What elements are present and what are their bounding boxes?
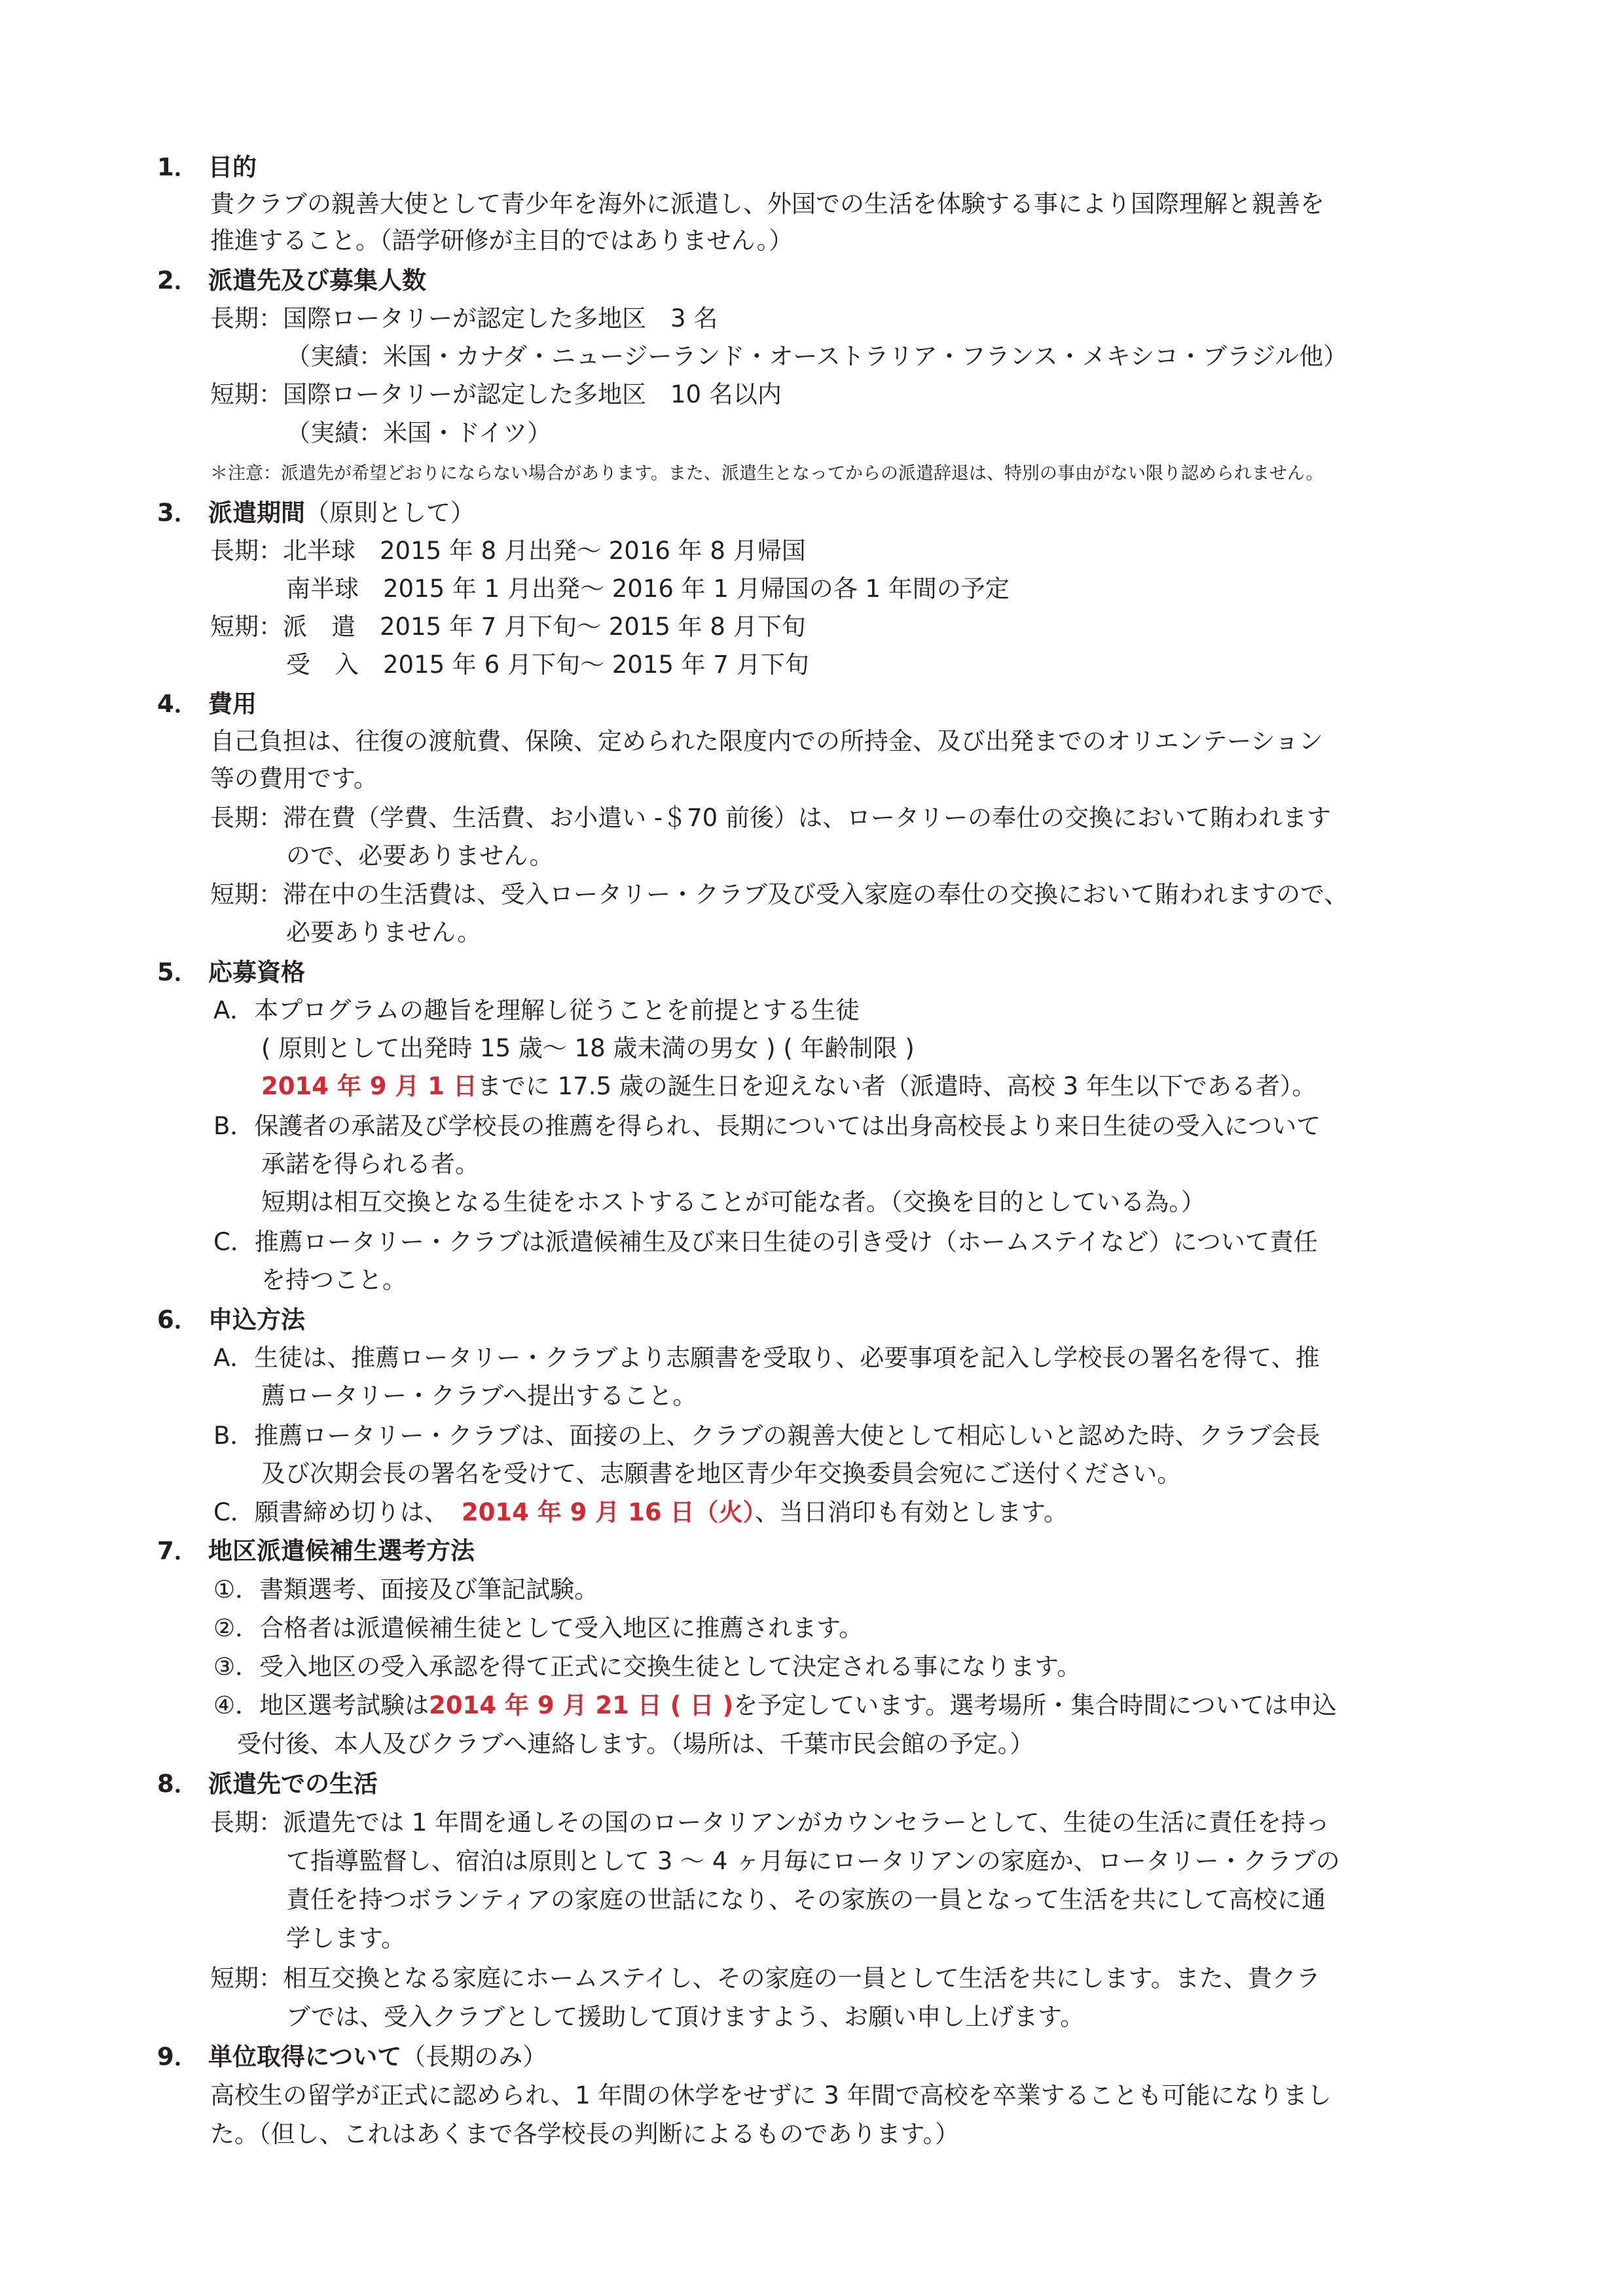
body-line: を持つこと。 — [261, 1266, 407, 1294]
body-line: 及び次期会長の署名を受けて、志願書を地区青少年交換委員会宛にご送付ください。 — [261, 1460, 1182, 1488]
body-line: 薦ロータリー・クラブへ提出すること。 — [261, 1382, 697, 1410]
body-text: までに 17.5 歳の誕生日を迎えない者（派遣時、高校 3 年生以下である者）。 — [477, 1072, 1317, 1100]
body-line: 短期：派 遣 2015 年 7 月下旬～ 2015 年 8 月下旬 — [210, 613, 806, 641]
section-title: 派遣先での生活 — [208, 1770, 378, 1798]
body-line — [261, 1068, 1316, 1105]
body-line: ので、必要ありません。 — [286, 842, 554, 870]
highlight-date: 2014 年 9 月 21 日 ( 日 ) — [429, 1691, 734, 1719]
body-line: ( 原則として出発時 15 歳～ 18 歳未満の男女 ) ( 年齢制限 ) — [261, 1034, 915, 1062]
section-number: 3． — [157, 499, 198, 527]
body-line: 短期：相互交換となる家庭にホームステイし、その家庭の一員として生活を共にします。また、貴クラ — [210, 1964, 1321, 1992]
section-title: 地区派遣候補生選考方法 — [208, 1537, 475, 1565]
body-line: 等の費用です。 — [210, 764, 378, 793]
body-text: ④．地区選考試験は — [213, 1691, 429, 1719]
section-title: 申込方法 — [208, 1306, 305, 1334]
section-number: 1． — [157, 153, 198, 181]
body-line — [213, 1687, 1337, 1724]
body-line: 長期：国際ロータリーが認定した多地区 3 名 — [210, 304, 718, 332]
body-line: 自己負担は、往復の渡航費、保険、定められた限度内での所持金、及び出発までのオリエンテーション — [210, 727, 1323, 755]
section-1-heading — [157, 149, 257, 186]
body-line: 南半球 2015 年 1 月出発～ 2016 年 1 月帰国の各 1 年間の予定 — [286, 575, 1010, 603]
body-line: B．保護者の承諾及び学校長の推薦を得られ、長期については出身高校長より来日生徒の受入について — [213, 1112, 1321, 1140]
body-text: を予定しています。選考場所・集合時間については申込 — [733, 1691, 1337, 1719]
body-line: ①．書類選考、面接及び筆記試験。 — [213, 1575, 599, 1604]
section-title: 派遣先及び募集人数 — [208, 266, 426, 295]
body-line: （実績：米国・カナダ・ニュージーランド・オーストラリア・フランス・メキシコ・ブラジル他） — [286, 342, 1348, 370]
body-line: （実績：米国・ドイツ） — [286, 419, 552, 447]
note-line: ＊注意：派遣先が希望どおりにならない場合があります。また、派遣生となってからの派遣辞退は、特別の事由がない限り認められません。 — [210, 463, 1324, 484]
section-note: （長期のみ） — [401, 2043, 547, 2071]
body-line: ②．合格者は派遣候補生徒として受入地区に推薦されます。 — [213, 1614, 864, 1642]
body-text: C．願書締め切りは、 — [213, 1498, 448, 1526]
body-line: 学します。 — [286, 1924, 406, 1952]
body-line — [213, 1494, 1068, 1531]
section-title: 目的 — [208, 153, 257, 181]
section-4-heading — [157, 686, 257, 723]
body-line: 承諾を得られる者。 — [261, 1150, 479, 1178]
section-title: 単位取得について — [208, 2043, 402, 2071]
section-6-heading — [157, 1302, 305, 1338]
body-line: 短期：国際ロータリーが認定した多地区 10 名以内 — [210, 380, 782, 408]
section-9-heading — [157, 2039, 547, 2075]
body-line: た。（但し、これはあくまで各学校長の判断によるものであります。） — [210, 2120, 960, 2148]
section-title: 派遣期間 — [208, 499, 305, 527]
section-number: 5． — [157, 958, 198, 986]
body-text: 、当日消印も有効とします。 — [754, 1498, 1068, 1526]
body-line: 短期：滞在中の生活費は、受入ロータリー・クラブ及び受入家庭の奉仕の交換において賄われますので、 — [210, 880, 1349, 908]
highlight-date: 2014 年 9 月 16 日（火） — [461, 1498, 755, 1526]
body-line: 受付後、本人及びクラブへ連絡します。（場所は、千葉市民会館の予定。） — [237, 1730, 1034, 1758]
section-number: 2． — [157, 266, 198, 295]
section-title: 応募資格 — [208, 958, 305, 986]
body-line: ブでは、受入クラブとして援助して頂けますよう、お願い申し上げます。 — [286, 2003, 1085, 2031]
body-line: 推進すること。（語学研修が主目的ではありません。） — [210, 226, 793, 255]
body-line: 短期は相互交換となる生徒をホストすることが可能な者。（交換を目的としている為。） — [261, 1188, 1205, 1216]
body-line: 高校生の留学が正式に認められ、1 年間の休学をせずに 3 年間で高校を卒業することも可能になりまし — [210, 2081, 1332, 2109]
body-line: 受 入 2015 年 6 月下旬～ 2015 年 7 月下旬 — [286, 651, 809, 679]
section-5-heading — [157, 954, 305, 991]
section-number: 6． — [157, 1306, 198, 1334]
body-line: 貴クラブの親善大使として青少年を海外に派遣し、外国での生活を体験する事により国際理解と親善を — [210, 190, 1324, 218]
section-number: 4． — [157, 690, 198, 718]
section-8-heading — [157, 1766, 378, 1803]
section-2-heading — [157, 262, 426, 299]
body-line: ③．受入地区の受入承認を得て正式に交換生徒として決定される事になります。 — [213, 1653, 1082, 1681]
body-line: て指導監督し、宿泊は原則として 3 ～ 4 ヶ月毎にロータリアンの家庭か、ロータリー・クラブの — [286, 1847, 1340, 1875]
section-title: 費用 — [208, 690, 257, 718]
section-note: （原則として） — [305, 499, 475, 527]
section-number: 9． — [157, 2043, 198, 2071]
highlight-date: 2014 年 9 月 1 日 — [261, 1072, 477, 1100]
body-line: B．推薦ロータリー・クラブは、面接の上、クラブの親善大使として相応しいと認めた時、クラブ会長 — [213, 1422, 1321, 1450]
body-line: 必要ありません。 — [286, 918, 482, 946]
body-line: 責任を持つボランティアの家庭の世話になり、その家族の一員となって生活を共にして高校に通 — [286, 1886, 1326, 1914]
body-line: C．推薦ロータリー・クラブは派遣候補生及び来日生徒の引き受け（ホームステイなど）について責任 — [213, 1228, 1318, 1256]
section-number: 7． — [157, 1537, 198, 1565]
section-3-heading — [157, 495, 475, 531]
body-line: 長期：滞在費（学費、生活費、お小遣い -＄70 前後）は、ロータリーの奉仕の交換において賄われます — [210, 804, 1331, 832]
body-line: 長期：派遣先では 1 年間を通しその国のロータリアンがカウンセラーとして、生徒の生活に責任を持っ — [210, 1808, 1330, 1837]
body-line: 長期：北半球 2015 年 8 月出発～ 2016 年 8 月帰国 — [210, 537, 806, 565]
body-line: A．生徒は、推薦ロータリー・クラブより志願書を受取り、必要事項を記入し学校長の署名を得て、推 — [213, 1344, 1320, 1372]
section-7-heading — [157, 1533, 475, 1570]
section-number: 8． — [157, 1770, 198, 1798]
body-line: A．本プログラムの趣旨を理解し従うことを前提とする生徒 — [213, 996, 860, 1024]
